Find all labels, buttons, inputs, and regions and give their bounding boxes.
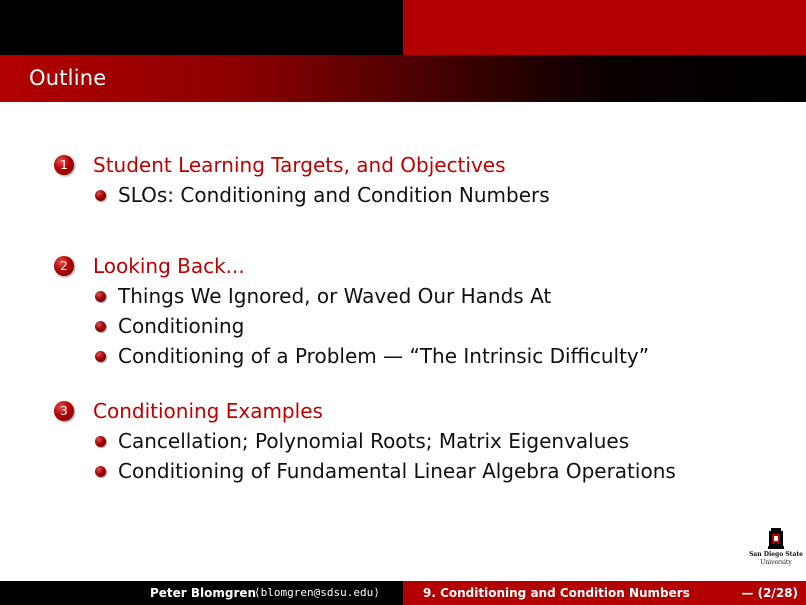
- subsection-link[interactable]: Things We Ignored, or Waved Our Hands At: [118, 284, 552, 308]
- footer-bar: [0, 581, 806, 605]
- section-title-link[interactable]: Looking Back...: [93, 254, 245, 278]
- bullet-ball-icon: [95, 351, 106, 362]
- footer-left: [0, 581, 403, 605]
- logo-text-line1: San Diego State: [749, 551, 803, 558]
- section-title-link[interactable]: Conditioning Examples: [93, 399, 323, 423]
- outline-section-2: [0, 251, 806, 371]
- section-heading[interactable]: [0, 396, 806, 426]
- section-number-ball: 3: [54, 401, 74, 421]
- section-heading[interactable]: [0, 150, 806, 180]
- section-title-link[interactable]: Student Learning Targets, and Objectives: [93, 153, 506, 177]
- bullet-ball-icon: [95, 190, 106, 201]
- footer-author: Peter Blomgren: [150, 586, 257, 600]
- subsection-item[interactable]: [0, 456, 806, 486]
- bullet-ball-icon: [95, 436, 106, 447]
- subsection-link[interactable]: Conditioning: [118, 314, 245, 338]
- footer-page-number: — (2/28): [741, 586, 798, 600]
- top-header-left: [0, 0, 403, 55]
- frame-title: Outline: [29, 66, 107, 90]
- section-heading[interactable]: [0, 251, 806, 281]
- bullet-ball-icon: [95, 466, 106, 477]
- bullet-ball-icon: [95, 291, 106, 302]
- footer-right: [403, 581, 806, 605]
- footer-email: ⟨blomgren@sdsu.edu⟩: [254, 586, 380, 599]
- section-number-ball: 2: [54, 256, 74, 276]
- subsection-link[interactable]: SLOs: Conditioning and Condition Numbers: [118, 183, 550, 207]
- subsection-item[interactable]: [0, 311, 806, 341]
- subsection-item[interactable]: [0, 426, 806, 456]
- sdsu-logo-icon: [768, 528, 784, 550]
- frame-title-bar: [0, 55, 806, 102]
- section-number-ball: 1: [54, 155, 74, 175]
- outline-section-1: [0, 150, 806, 210]
- subsection-link[interactable]: Conditioning of Fundamental Linear Algebra Operations: [118, 459, 676, 483]
- outline-section-3: [0, 396, 806, 486]
- subsection-item[interactable]: [0, 180, 806, 210]
- university-logo: [748, 528, 804, 568]
- top-header-bar: [0, 0, 806, 55]
- subsection-link[interactable]: Cancellation; Polynomial Roots; Matrix Eigenvalues: [118, 429, 630, 453]
- bullet-ball-icon: [95, 321, 106, 332]
- logo-text-line2: University: [760, 559, 792, 566]
- subsection-item[interactable]: [0, 341, 806, 371]
- top-header-right: [403, 0, 806, 55]
- subsection-link[interactable]: Conditioning of a Problem — “The Intrinsic Difficulty”: [118, 344, 650, 368]
- footer-title: 9. Conditioning and Condition Numbers: [423, 586, 690, 600]
- subsection-item[interactable]: [0, 281, 806, 311]
